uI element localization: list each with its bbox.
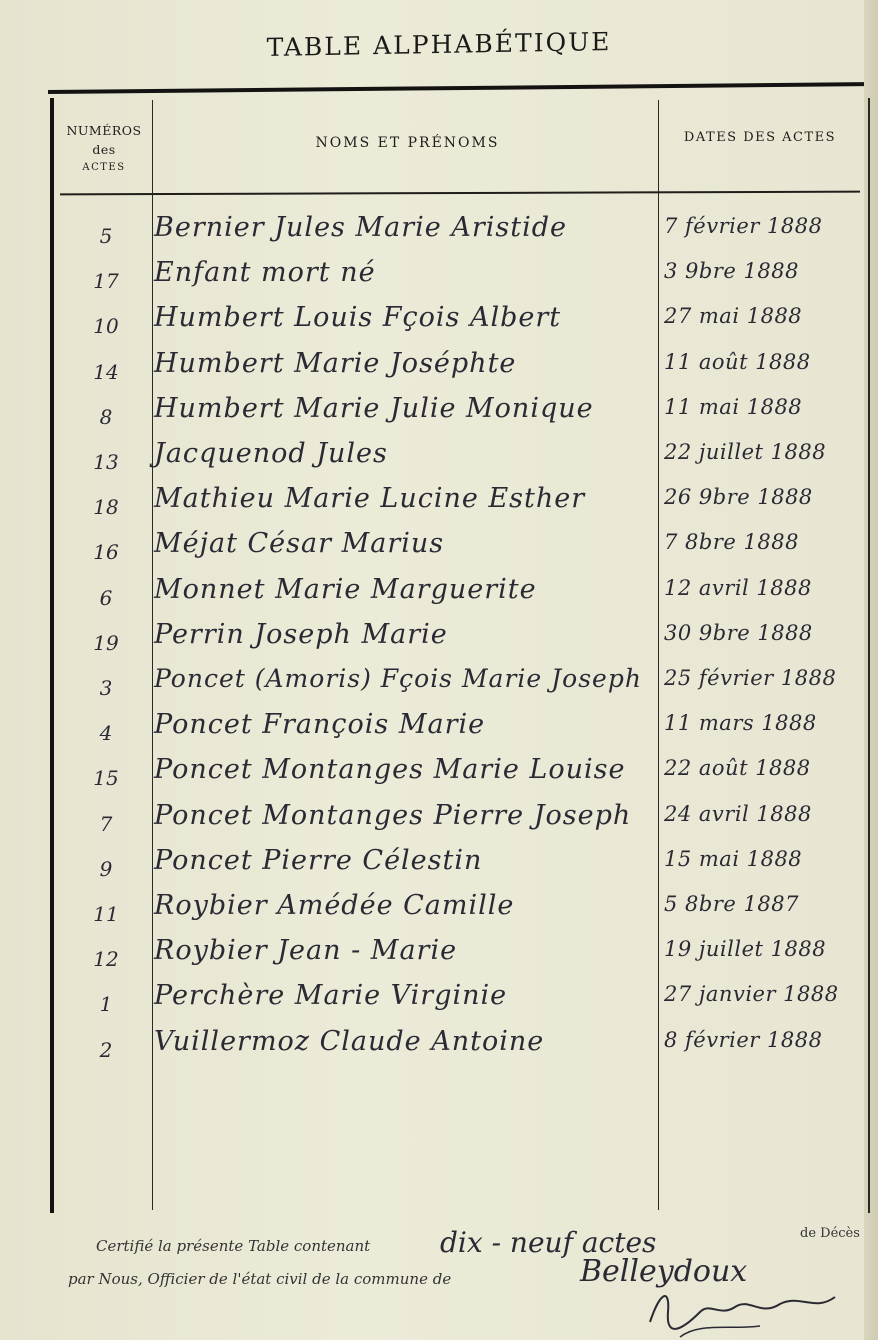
table-row xyxy=(56,572,856,617)
table-row xyxy=(56,255,856,300)
act-number: 4 xyxy=(99,721,113,746)
act-date: 5 8bre 1887 xyxy=(664,892,799,916)
certification-kind: de Décès xyxy=(800,1226,860,1241)
table-row xyxy=(56,300,856,345)
person-name: Humbert Marie Julie Monique xyxy=(154,392,594,424)
act-date: 12 avril 1888 xyxy=(664,575,812,600)
person-name: Roybier Jean - Marie xyxy=(154,935,458,967)
table-row xyxy=(56,888,856,933)
table-row xyxy=(56,436,856,481)
header-numbers xyxy=(56,122,152,175)
act-date: 22 juillet 1888 xyxy=(664,440,827,464)
person-name: Vuillermoz Claude Antoine xyxy=(154,1025,545,1057)
act-date: 24 avril 1888 xyxy=(664,801,812,826)
act-number: 9 xyxy=(99,856,113,881)
act-date: 27 janvier 1888 xyxy=(664,982,839,1007)
act-date: 15 mai 1888 xyxy=(664,846,803,871)
person-name: Poncet François Marie xyxy=(154,709,486,741)
act-date: 11 mai 1888 xyxy=(664,394,803,419)
person-name: Bernier Jules Marie Aristide xyxy=(154,212,567,243)
person-name: Jacquenod Jules xyxy=(154,438,388,469)
person-name: Poncet Montanges Marie Louise xyxy=(154,754,626,786)
person-name: Perchère Marie Virginie xyxy=(154,980,508,1012)
page-title: TABLE ALPHABÉTIQUE xyxy=(266,26,612,63)
certification-commune: Belleydoux xyxy=(580,1254,748,1289)
act-number: 7 xyxy=(99,811,113,836)
table-row xyxy=(56,798,856,843)
table-row xyxy=(56,346,856,391)
act-date: 11 mars 1888 xyxy=(664,711,817,736)
person-name: Méjat César Marius xyxy=(154,528,445,560)
act-date: 22 août 1888 xyxy=(664,756,811,781)
table-top-rule xyxy=(48,82,864,94)
header-numbers-line2: des xyxy=(92,141,116,157)
act-date: 7 8bre 1888 xyxy=(664,530,799,555)
act-date: 11 août 1888 xyxy=(664,349,811,374)
person-name: Poncet Montanges Pierre Joseph xyxy=(154,799,632,831)
act-date: 25 février 1888 xyxy=(664,666,837,690)
act-date: 27 mai 1888 xyxy=(664,304,803,329)
table-row xyxy=(56,481,856,526)
table-row xyxy=(56,526,856,571)
table-row xyxy=(56,978,856,1023)
table-row xyxy=(56,752,856,797)
act-number: 1 xyxy=(99,992,113,1017)
act-date: 7 février 1888 xyxy=(664,214,823,238)
act-number: 15 xyxy=(93,766,119,791)
act-number: 5 xyxy=(99,224,113,248)
act-number: 8 xyxy=(99,404,113,429)
person-name: Roybier Amédée Camille xyxy=(154,890,515,921)
person-name: Perrin Joseph Marie xyxy=(154,618,448,650)
person-name: Humbert Marie Joséphte xyxy=(154,347,517,379)
certification-line1: Certifié la présente Table contenant xyxy=(96,1237,371,1255)
act-date: 30 9bre 1888 xyxy=(664,620,813,645)
certification-count: dix - neuf actes xyxy=(440,1226,657,1259)
table-row xyxy=(56,843,856,888)
act-number: 6 xyxy=(99,585,113,610)
act-number: 13 xyxy=(93,450,119,474)
person-name: Mathieu Marie Lucine Esther xyxy=(154,483,586,515)
act-date: 26 9bre 1888 xyxy=(664,485,813,510)
act-number: 3 xyxy=(99,676,113,700)
table-row xyxy=(56,210,856,255)
table-row xyxy=(56,933,856,978)
table-row xyxy=(56,617,856,662)
person-name: Poncet Pierre Célestin xyxy=(154,844,483,876)
person-name: Poncet (Amoris) Fçois Marie Joseph xyxy=(154,664,642,693)
act-number: 11 xyxy=(93,902,119,926)
table-row xyxy=(56,1024,856,1069)
act-number: 12 xyxy=(93,947,119,972)
act-date: 3 9bre 1888 xyxy=(664,259,799,284)
act-number: 16 xyxy=(93,540,119,565)
person-name: Monnet Marie Marguerite xyxy=(154,573,537,605)
act-date: 19 juillet 1888 xyxy=(664,937,827,962)
mayor-signature xyxy=(640,1282,840,1340)
header-names: NOMS ET PRÉNOMS xyxy=(315,135,500,151)
act-number: 19 xyxy=(93,630,119,655)
table-row xyxy=(56,707,856,752)
act-number: 14 xyxy=(93,359,119,384)
table-row xyxy=(56,391,856,436)
person-name: Enfant mort né xyxy=(154,257,376,289)
table-row xyxy=(56,662,856,707)
header-dates: DATES DES ACTES xyxy=(683,130,837,145)
act-number: 10 xyxy=(93,314,119,339)
act-number: 18 xyxy=(93,495,119,520)
header-numbers-line1: NUMÉROS xyxy=(66,123,142,138)
act-date: 8 février 1888 xyxy=(664,1027,823,1052)
person-name: Humbert Louis Fçois Albert xyxy=(154,302,562,334)
act-number: 2 xyxy=(99,1037,113,1062)
act-number: 17 xyxy=(93,269,119,294)
header-numbers-line3: ACTES xyxy=(82,161,126,173)
certification-line2: par Nous, Officier de l'état civil de la commune de xyxy=(68,1270,452,1288)
